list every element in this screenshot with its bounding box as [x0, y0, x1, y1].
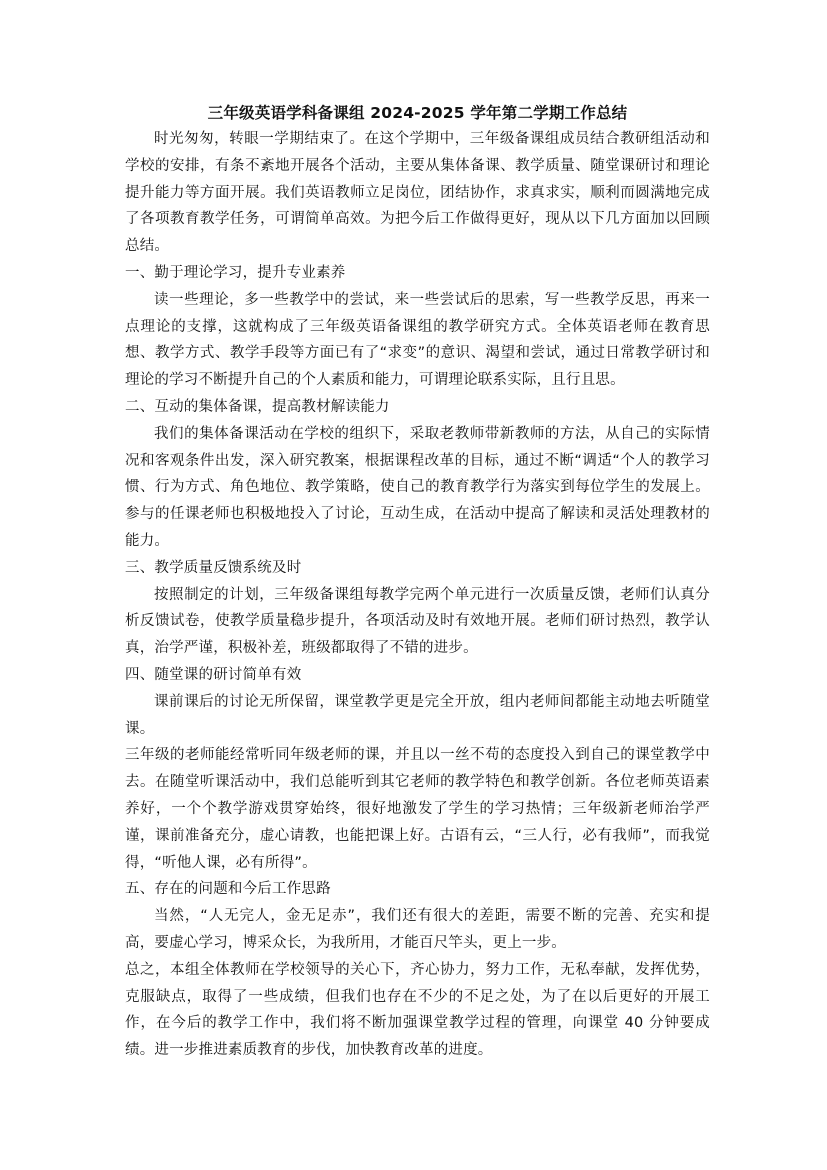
document-page [125, 100, 710, 1064]
section-body-2: 我们的集体备课活动在学校的组织下，采取老教师带新教师的方法，从自己的实际情况和客观条件出发，深入研究教案，根据课程改革的目标，通过不断“调适“个人的教学习惯、行为方式、角色地位、教学策略，使自己的教育教学行为落实到每位学生的发展上。参与的任课老师也积极地投入了讨论，互动生成，在活动中提高了解读和灵活处理教材的能力。 [125, 425, 710, 549]
intro-paragraph: 时光匆匆，转眼一学期结束了。在这个学期中，三年级备课组成员结合教研组活动和学校的安排，有条不紊地开展各个活动，主要从集体备课、教学质量、随堂课研讨和理论提升能力等方面开展。我们英语教师立足岗位，团结协作，求真求实，顺利而圆满地完成了各项教育教学任务，可谓简单高效。为把今后工作做得更好，现从以下几方面加以回顾总结。 [125, 131, 710, 255]
section-body-4: 课前课后的讨论无所保留，课堂教学更是完全开放，组内老师间都能主动地去听随堂课。 [125, 693, 710, 737]
section-heading-1: 一、勤于理论学习，提升专业素养 [125, 264, 346, 281]
section-heading-2: 二、互动的集体备课，提高教材解读能力 [125, 398, 390, 415]
section-body-4-continuation: 三年级的老师能经常听同年级老师的课，并且以一丝不苟的态度投入到自己的课堂教学中去。在随堂听课活动中，我们总能听到其它老师的教学特色和教学创新。各位老师英语素养好，一个个教学游戏贯穿始终，很好地激发了学生的学习热情；三年级新老师治学严谨，课前准备充分，虚心请教，也能把课上好。古语有云，“三人行，必有我师”，而我觉得，“听他人课，必有所得”。 [125, 747, 710, 871]
section-heading-3: 三、教学质量反馈系统及时 [125, 559, 302, 576]
section-body-5: 当然，“人无完人，金无足赤”，我们还有很大的差距，需要不断的完善、充实和提高，要虚心学习，博采众长，为我所用，才能百尺竿头，更上一步。 [125, 908, 710, 951]
section-heading-4: 四、随堂课的研讨简单有效 [125, 666, 302, 683]
section-heading-5: 五、存在的问题和今后工作思路 [125, 881, 331, 898]
section-body-1: 读一些理论，多一些教学中的尝试，来一些尝试后的思索，写一些教学反思，再来一点理论的支撑，这就构成了三年级英语备课组的教学研究方式。全体英语老师在教育思想、教学方式、教学手段等方面已有了“求变”的意识、渴望和尝试，通过日常教学研讨和理论的学习不断提升自己的个人素质和能力，可谓理论联系实际，且行且思。 [125, 291, 710, 389]
document-title: 三年级英语学科备课组 2024-2025 学年第二学期工作总结 [207, 104, 628, 122]
conclusion-paragraph: 总之，本组全体教师在学校领导的关心下，齐心协力，努力工作，无私奉献，发挥优势，克服缺点，取得了一些成绩，但我们也存在不少的不足之处，为了在以后更好的开展工作，在今后的教学工作中，我们将不断加强课堂教学过程的管理，向课堂 40 分钟要成绩。进一步推进素质教育的步伐，加快教育改革的进度。 [125, 961, 710, 1059]
section-body-3: 按照制定的计划，三年级备课组每教学完两个单元进行一次质量反馈，老师们认真分析反馈试卷，使教学质量稳步提升，各项活动及时有效地开展。老师们研讨热烈，教学认真，治学严谨，积极补差，班级都取得了不错的进步。 [125, 586, 710, 657]
